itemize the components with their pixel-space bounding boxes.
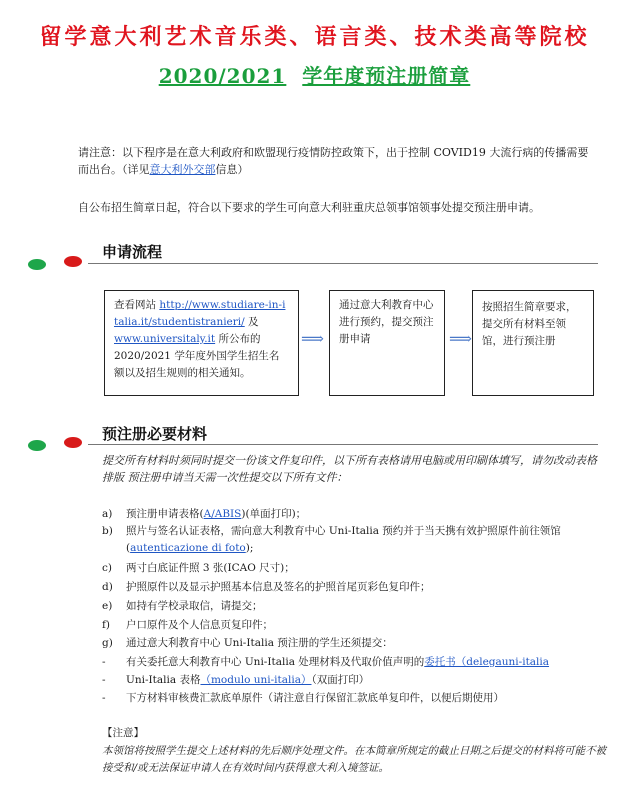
uni-italia-form-link[interactable]: （modulo uni-italia） [200,674,312,686]
note-heading: 【注意】 [102,727,144,739]
photo-auth-link[interactable]: autenticazione di foto [130,542,246,554]
covid-notice: 请注意：以下程序是在意大利政府和欧盟现行疫情防控政策下，出于控制 COVID19 大流行病的传播需要而出台。（详见意大利外交部信息） [78,146,589,176]
eligibility-text: 自公布招生简章日起，符合以下要求的学生可向意大利驻重庆总领事馆领事处提交预注册申请。 [78,201,540,214]
section-divider [88,444,598,445]
red-bullet-icon [64,256,82,267]
list-item: - 下方材料审核费汇款底单原件（请注意自行保留汇款底单复印件，以便后期使用） [102,692,504,704]
list-item: e) 如持有学校录取信，请提交； [102,600,263,612]
materials-intro: 提交所有材料时须同时提交一份该文件复印件，以下所有表格请用电脑或用印刷体填写，请勿改动表格排版 预注册申请当天需一次性提交以下所有文件： [102,454,597,484]
green-bullet-icon [28,259,46,270]
list-item: - Uni-Italia 表格（modulo uni-italia）（双面打印） [102,674,370,686]
section-divider [88,263,598,264]
list-item: d) 护照原件以及显示护照基本信息及签名的护照首尾页彩色复印件； [102,581,431,593]
arrow-right-icon: ⟹ [301,329,324,348]
list-item: b) 照片与签名认证表格，需向意大利教育中心 Uni-Italia 预约并于当天携有效护照原件前往领馆(autenticazione di foto); [102,525,561,554]
section-heading-materials: 预注册必要材料 [102,425,208,443]
academic-year: 2020/2021 [158,64,287,88]
step-3-box: 按照招生简章要求，提交所有材料至领馆，进行预注册 [472,290,594,396]
arrow-right-icon: ⟹ [449,329,472,348]
red-bullet-icon [64,437,82,448]
form-a-abis-link[interactable]: A/ABIS [203,508,242,520]
delegation-form-link[interactable]: 委托书（delegauni-italia [424,656,550,668]
page-subtitle [0,60,629,89]
list-item: g) 通过意大利教育中心 Uni-Italia 预注册的学生还须提交： [102,637,393,649]
list-item: c) 两寸白底证件照 3 张(ICAO 尺寸)； [102,562,295,574]
studiare-link[interactable]: http://www.studiare-in-italia.it/studentistranieri/ [114,299,286,328]
subtitle-text: 学年度预注册简章 [302,64,471,88]
list-item: f) 户口原件及个人信息页复印件； [102,619,273,631]
step-2-box: 通过意大利教育中心进行预约，提交预注册申请 [329,290,445,396]
note-body: 本领馆将按照学生提交上述材料的先后顺序处理文件。在本简章所规定的截止日期之后提交的材料将可能不被接受和/或无法保证申请人在有效时间内获得意大利入境签证。 [102,745,606,774]
green-bullet-icon [28,440,46,451]
step-1-box: 查看网站 http://www.studiare-in-italia.it/studentistranieri/ 及 www.universitaly.it 所公布的2020/2021 学年度外国学生招生名额以及招生规则的相关通知。 [104,290,299,396]
list-item: a) 预注册申请表格(A/ABIS)(单面打印)； [102,508,307,520]
mfa-link[interactable]: 意大利外交部 [149,163,216,176]
section-heading-process: 申请流程 [102,243,163,261]
universitaly-link[interactable]: www.universitaly.it [114,333,216,345]
page-title: 留学意大利艺术音乐类、语言类、技术类高等院校 [39,24,590,50]
list-item: - 有关委托意大利教育中心 Uni-Italia 处理材料及代取价值声明的委托书（delegauni-italia [102,656,550,668]
